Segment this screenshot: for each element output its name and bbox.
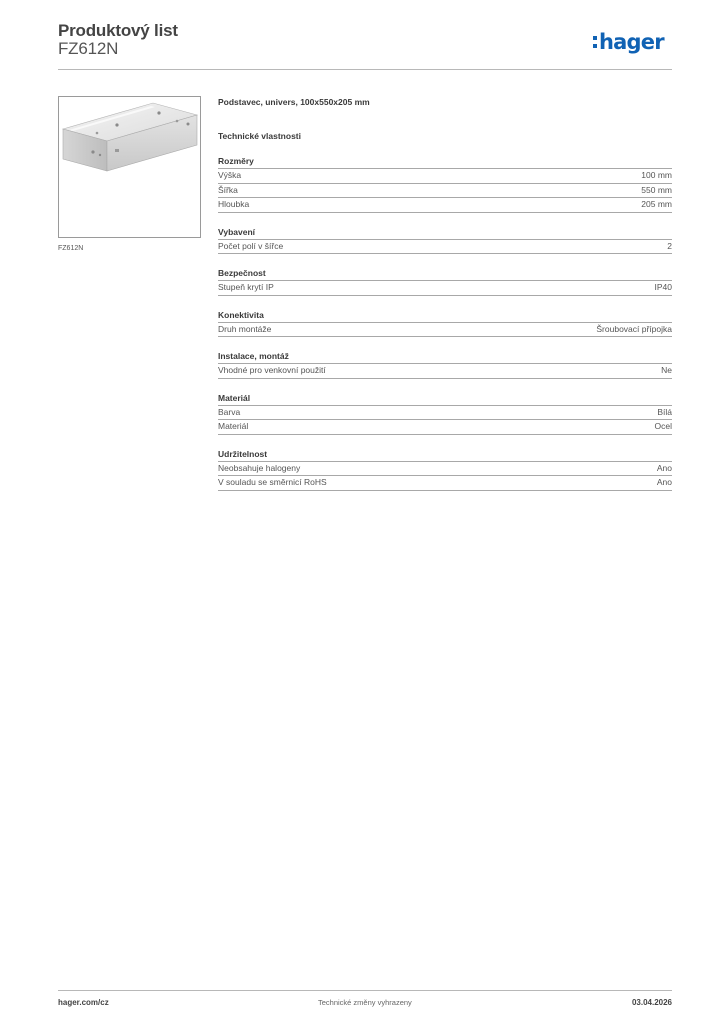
logo-dots-icon — [593, 36, 597, 48]
spec-section — [218, 156, 672, 213]
spec-row — [218, 169, 672, 184]
spec-label: Hloubka — [218, 199, 250, 209]
footer-website[interactable]: hager.com/cz — [58, 998, 109, 1007]
spec-sections — [218, 156, 672, 491]
spec-row — [218, 198, 672, 213]
footer-notice: Technické změny vyhrazeny — [318, 998, 412, 1007]
spec-row — [218, 184, 672, 199]
spec-value: Bílá — [657, 406, 672, 417]
header-divider — [58, 69, 672, 70]
logo-text: hager — [599, 29, 664, 54]
spec-value: 2 — [667, 240, 672, 251]
footer-divider — [58, 990, 672, 991]
section-title: Materiál — [218, 393, 672, 406]
spec-value: Ne — [661, 365, 672, 375]
product-code: FZ612N — [58, 39, 119, 58]
spec-label: Vhodné pro venkovní použití — [218, 365, 326, 375]
image-caption: FZ612N — [58, 245, 84, 252]
spec-label: Výška — [218, 170, 242, 180]
spec-row — [218, 406, 672, 421]
section-title: Vybavení — [218, 227, 672, 240]
section-title: Rozměry — [218, 156, 672, 169]
tech-heading: Technické vlastnosti — [218, 131, 301, 141]
spec-section — [218, 227, 672, 255]
spec-value: 205 mm — [641, 199, 672, 209]
spec-value: Ano — [656, 477, 672, 487]
spec-section — [218, 268, 672, 296]
spec-label: Stupeň krytí IP — [218, 282, 274, 292]
spec-section — [218, 351, 672, 379]
section-title: Udržitelnost — [218, 449, 672, 462]
spec-value: Ano — [656, 462, 672, 473]
spec-label: Neobsahuje halogeny — [218, 462, 301, 473]
product-base-photo-icon — [59, 97, 200, 237]
spec-row — [218, 323, 672, 338]
spec-value: Ocel — [654, 421, 672, 431]
spec-row — [218, 281, 672, 296]
spec-label: V souladu se směrnicí RoHS — [218, 477, 327, 487]
spec-section — [218, 393, 672, 435]
section-title: Konektivita — [218, 310, 672, 323]
spec-row — [218, 420, 672, 435]
spec-row — [218, 364, 672, 379]
section-title: Instalace, montáž — [218, 351, 672, 364]
spec-content — [218, 96, 672, 491]
spec-label: Šířka — [218, 184, 238, 195]
spec-row — [218, 240, 672, 255]
page-title: Produktový list — [58, 21, 178, 40]
spec-label: Druh montáže — [218, 323, 272, 334]
hager-logo — [593, 28, 664, 56]
spec-row — [218, 462, 672, 477]
spec-label: Materiál — [218, 421, 249, 431]
spec-value: 550 mm — [641, 184, 672, 195]
product-name: Podstavec, univers, 100x550x205 mm — [218, 97, 370, 107]
section-title: Bezpečnost — [218, 268, 672, 281]
spec-value: Šroubovací přípojka — [596, 323, 672, 334]
spec-value: IP40 — [654, 282, 672, 292]
spec-value: 100 mm — [641, 170, 672, 180]
spec-label: Počet polí v šířce — [218, 240, 284, 251]
spec-row — [218, 476, 672, 491]
spec-section — [218, 310, 672, 338]
product-image-frame — [58, 96, 201, 238]
spec-section — [218, 449, 672, 491]
footer-date: 03.04.2026 — [631, 998, 672, 1007]
spec-label: Barva — [218, 406, 241, 417]
